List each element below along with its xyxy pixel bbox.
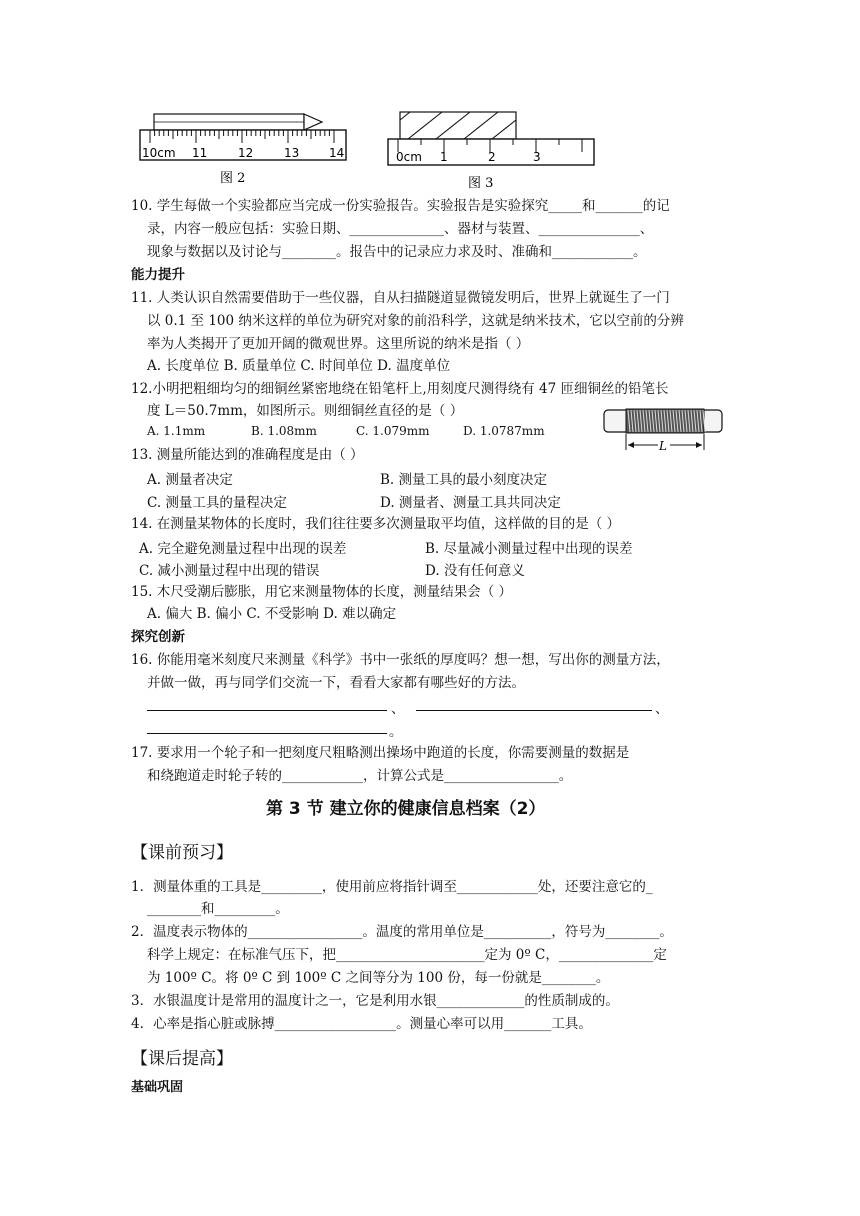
q15-line-1: 15. 木尺受潮后膨胀，用它来测量物体的长度，测量结果会（ ） [131, 584, 513, 600]
q17-line-1: 17. 要求用一个轮子和一把刻度尺粗略测出操场中跑道的长度，你需要测量的数据是 [131, 745, 630, 761]
fig3-tick-label-0: 0cm [396, 150, 422, 164]
fig3-tick-label-3: 3 [533, 150, 541, 164]
q13-option-b: B. 测量工具的最小刻度决定 [380, 472, 548, 488]
after-class-heading: 【课后提高】 [131, 1049, 233, 1069]
fig3-tick-label-1: 1 [440, 150, 448, 164]
q11-line-2: 以 0.1 至 100 纳米这样的单位为研究对象的前沿科学，这就是纳米技术，它以空前的分辨 [147, 313, 684, 329]
heading-basic: 基础巩固 [131, 1080, 184, 1095]
q10-line-3: 现象与数据以及讨论与________。报告中的记录应力求及时、准确和____________。 [147, 244, 647, 260]
heading-ability: 能力提升 [131, 267, 185, 283]
fig2-tick-label-3: 13 [284, 146, 300, 160]
q10-line-1: 10. 学生每做一个实验都应当完成一份实验报告。实验报告是实验探究_____和_______的记 [131, 198, 670, 214]
fig3-tick-label-2: 2 [488, 150, 496, 164]
q14-option-a: A. 完全避免测量过程中出现的误差 [139, 541, 347, 557]
answer-line-3[interactable] [147, 733, 387, 734]
preview-q3-line-1: 3．水银温度计是常用的温度计之一，它是利用水银_____________的性质制成的。 [131, 993, 619, 1009]
figure-3-ruler-block [384, 108, 599, 192]
preview-q2-line-2: 科学上规定：在标准气压下，把______________________定为 0º C，______________定 [147, 947, 667, 963]
q10-line-2: 录，内容一般应包括：实验日期、______________、器材与装置、_______________、 [147, 221, 654, 237]
fig2-caption: 图 2 [220, 171, 246, 186]
preview-q2-line-3: 为 100º C。将 0º C 到 100º C 之间等分为 100 份，每一份就是________。 [147, 970, 610, 986]
q12-option-c: C. 1.079mm [356, 424, 430, 438]
coil-length-label: L [659, 439, 667, 453]
q16-end-mark: 。 [389, 724, 403, 740]
preview-q1-line-1: 1．测量体重的工具是_________，使用前应将指针调至____________处，还要注意它的_ [131, 879, 653, 895]
q15-options: A. 偏大 B. 偏小 C. 不受影响 D. 难以确定 [147, 606, 397, 622]
fig2-tick-label-0: 10cm [142, 146, 176, 160]
preview-q1-line-2: ________和_________。 [147, 901, 289, 917]
answer-line-2[interactable] [416, 710, 652, 711]
q16-line-1: 16. 你能用毫米刻度尺来测量《科学》书中一张纸的厚度吗？想一想，写出你的测量方法， [131, 652, 670, 668]
fig2-tick-label-1: 11 [192, 146, 208, 160]
preview-heading: 【课前预习】 [131, 843, 233, 863]
q12-line-1: 12.小明把粗细均匀的细铜丝紧密地绕在铅笔杆上,用刻度尺测得绕有 47 匝细铜丝的铅笔长 [131, 381, 669, 397]
figure-2-ruler-pencil [136, 108, 356, 188]
q11-options: A. 长度单位 B. 质量单位 C. 时间单位 D. 温度单位 [147, 358, 451, 374]
q11-line-1: 11. 人类认识自然需要借助于一些仪器，自从扫描隧道显微镜发明后，世界上就诞生了一门 [131, 290, 670, 306]
q13-option-a: A. 测量者决定 [147, 472, 233, 488]
preview-q4-line-1: 4．心率是指心脏或脉搏__________________。测量心率可以用_______工具。 [131, 1016, 592, 1032]
q12-line-2: 度 L＝50.7mm，如图所示。则细铜丝直径的是（ ） [147, 403, 464, 419]
q16-separator-2: 、 [655, 701, 669, 717]
fig2-tick-label-2: 12 [238, 146, 254, 160]
q13-line-1: 13. 测量所能达到的准确程度是由（ ） [131, 447, 364, 463]
fig3-caption: 图 3 [468, 176, 494, 191]
q16-separator-1: 、 [391, 701, 405, 717]
q17-line-2: 和绕跑道走时轮子转的____________，计算公式是_________________。 [147, 768, 573, 784]
q13-option-d: D. 测量者、测量工具共同决定 [380, 495, 561, 511]
q14-option-c: C. 减小测量过程中出现的错误 [139, 563, 320, 579]
q16-line-2: 并做一做，再与同学们交流一下，看看大家都有哪些好的方法。 [147, 675, 525, 691]
q13-option-c: C. 测量工具的量程决定 [147, 495, 287, 511]
q12-option-a: A. 1.1mm [147, 424, 206, 438]
q14-line-1: 14. 在测量某物体的长度时，我们往往要多次测量取平均值，这样做的目的是（ ） [131, 516, 621, 532]
q14-option-b: B. 尽量减小测量过程中出现的误差 [425, 541, 633, 557]
section-title: 第 3 节 建立你的健康信息档案（2） [266, 799, 546, 819]
preview-q2-line-1: 2．温度表示物体的_________________。温度的常用单位是__________，符号为________。 [131, 924, 673, 940]
answer-line-1[interactable] [147, 710, 387, 711]
q14-option-d: D. 没有任何意义 [425, 563, 525, 579]
q12-option-b: B. 1.08mm [251, 424, 317, 438]
heading-explore: 探究创新 [131, 629, 185, 645]
q12-option-d: D. 1.0787mm [463, 424, 545, 438]
q11-line-3: 率为人类揭开了更加开阔的微观世界。这里所说的纳米是指（ ） [147, 336, 530, 352]
fig2-tick-label-4: 14 [329, 146, 345, 160]
